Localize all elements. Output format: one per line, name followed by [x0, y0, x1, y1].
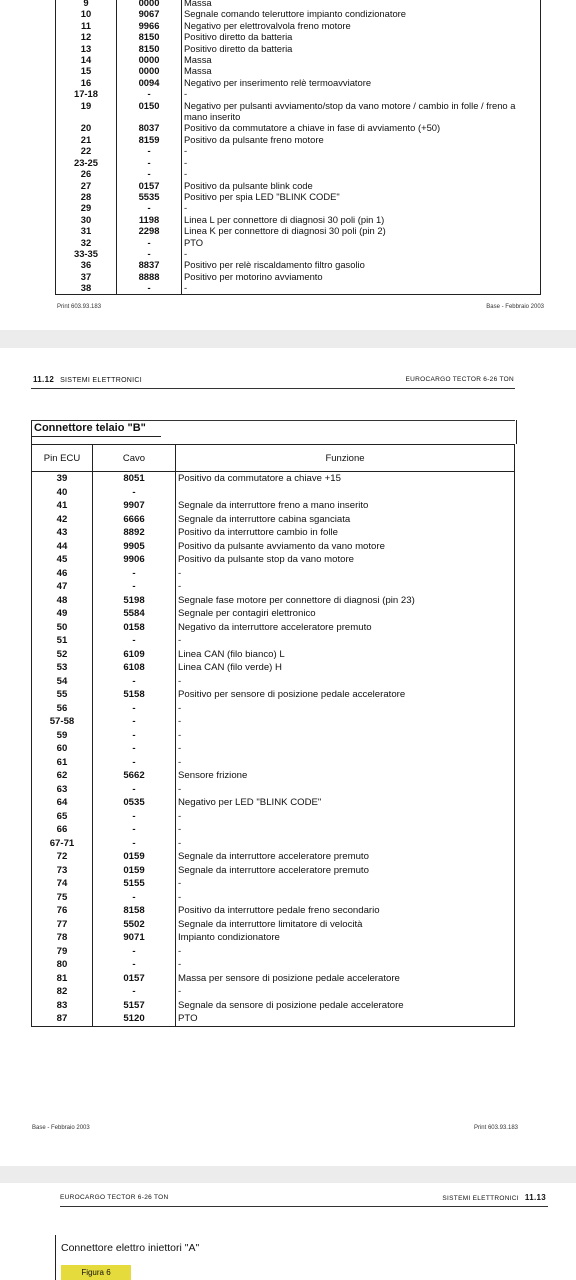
cell-pin: 44	[56, 540, 68, 552]
page-footer-left: Base - Febbraio 2003	[32, 1125, 90, 1131]
cell-cavo: 8159	[117, 134, 182, 145]
cell-pin: 76	[56, 905, 68, 916]
table-header-row	[32, 445, 515, 472]
table-row	[32, 796, 515, 810]
table-top-rule	[31, 420, 515, 421]
table-row	[56, 202, 541, 213]
cell-cavo: 0159	[93, 864, 176, 878]
cell-cavo: 0000	[117, 54, 182, 65]
cell-cavo: -	[117, 168, 182, 179]
cell-funzione: Sensore frizione	[176, 769, 515, 783]
cell-cavo: 8037	[117, 122, 182, 133]
cell-cavo: 0150	[117, 100, 182, 123]
cell-cavo: -	[93, 837, 176, 851]
cell-pin: 22	[80, 145, 92, 157]
cell-funzione: Segnale per contagiri elettronico	[176, 607, 515, 621]
table-row	[32, 540, 515, 554]
column-header-cavo: Cavo	[93, 445, 176, 472]
table-row	[56, 157, 541, 168]
table-row	[32, 985, 515, 999]
cell-cavo: 5584	[93, 607, 176, 621]
table-row	[32, 715, 515, 729]
cell-pin: 55	[56, 689, 68, 700]
cell-funzione: PTO	[176, 1012, 515, 1026]
cell-funzione: Negativo per elettrovalvola freno motore	[182, 20, 541, 31]
cell-funzione: Segnale da interruttore freno a mano inserito	[176, 499, 515, 513]
cell-pin: 74	[56, 878, 68, 889]
section-title: SISTEMI ELETTRONICI	[442, 1195, 519, 1202]
cell-pin: 29	[80, 202, 92, 214]
cell-funzione: Segnale da interruttore cabina sganciata	[176, 513, 515, 527]
table-row	[56, 31, 541, 42]
cell-pin: 30	[80, 213, 92, 225]
cell-cavo: -	[117, 248, 182, 259]
cell-funzione: -	[176, 985, 515, 999]
cell-cavo: -	[117, 157, 182, 168]
table-row	[56, 225, 541, 236]
table-row	[32, 580, 515, 594]
table-row	[32, 891, 515, 905]
table-row	[32, 810, 515, 824]
cell-funzione: -	[176, 715, 515, 729]
cell-cavo: -	[93, 742, 176, 756]
cell-pin: 54	[56, 675, 68, 687]
cell-pin: 77	[56, 918, 68, 930]
cell-cavo: -	[117, 237, 182, 248]
cell-pin: 53	[56, 662, 68, 673]
cell-funzione: -	[176, 742, 515, 756]
cell-funzione: -	[176, 702, 515, 716]
cell-cavo: 5157	[93, 999, 176, 1013]
cell-cavo: 6666	[93, 513, 176, 527]
cell-funzione: -	[182, 202, 541, 213]
table-row	[32, 688, 515, 702]
cell-cavo: 2298	[117, 225, 182, 236]
cell-cavo: 9966	[117, 20, 182, 31]
table-row	[32, 931, 515, 945]
table-row	[32, 769, 515, 783]
table-row	[32, 486, 515, 500]
cell-funzione: -	[176, 729, 515, 743]
cell-cavo: -	[93, 715, 176, 729]
cell-cavo: 5198	[93, 594, 176, 608]
cell-pin: 67-71	[49, 837, 75, 849]
cell-pin: 57-58	[49, 716, 75, 727]
cell-funzione: Massa	[182, 65, 541, 76]
cell-cavo: 9907	[93, 499, 176, 513]
cell-pin: 83	[56, 999, 68, 1011]
table-row	[32, 999, 515, 1013]
cell-cavo: 9067	[117, 8, 182, 19]
cell-funzione: Negativo per inserimento relè termoavviatore	[182, 77, 541, 88]
cell-cavo: 5155	[93, 877, 176, 891]
cell-pin: 42	[56, 513, 68, 525]
cell-pin: 32	[80, 236, 92, 248]
cell-pin: 82	[56, 986, 68, 997]
cell-pin: 26	[80, 168, 92, 180]
cell-cavo: -	[93, 783, 176, 797]
cell-cavo: -	[93, 580, 176, 594]
cell-cavo: 8837	[117, 259, 182, 270]
cell-pin: 79	[56, 945, 68, 957]
table-row	[32, 661, 515, 675]
cell-cavo: 5662	[93, 769, 176, 783]
table-row	[32, 526, 515, 540]
cell-cavo: -	[93, 634, 176, 648]
cell-cavo: 0094	[117, 77, 182, 88]
table-row	[56, 259, 541, 270]
cell-cavo: 8051	[93, 472, 176, 486]
table-row	[56, 168, 541, 179]
table-row	[56, 77, 541, 88]
document-page-3	[0, 1183, 576, 1280]
cell-funzione: -	[182, 145, 541, 156]
table-row	[32, 945, 515, 959]
table-row	[56, 43, 541, 54]
cell-pin: 47	[56, 581, 68, 592]
cell-cavo: -	[93, 702, 176, 716]
cell-pin: 41	[56, 500, 68, 511]
cell-pin: 15	[80, 65, 92, 77]
page-footer-left: Print 603.93.183	[57, 304, 102, 310]
cell-funzione: Positivo diretto da batteria	[182, 31, 541, 42]
cell-cavo: 0159	[93, 850, 176, 864]
cell-pin: 20	[80, 122, 92, 134]
figure-label: Figura 6	[61, 1265, 131, 1280]
table-row	[32, 594, 515, 608]
section-title: SISTEMI ELETTRONICI	[60, 377, 143, 384]
cell-pin: 50	[56, 621, 68, 633]
header-rule	[60, 1206, 548, 1207]
table-row	[32, 472, 515, 486]
cell-funzione: Positivo da pulsante blink code	[182, 180, 541, 191]
cell-cavo: -	[93, 823, 176, 837]
table-row	[32, 877, 515, 891]
cell-cavo: 0000	[117, 0, 182, 8]
cell-pin: 61	[56, 756, 68, 768]
cell-pin: 13	[80, 42, 92, 54]
cell-pin: 28	[80, 190, 92, 202]
cell-funzione: Segnale da sensore di posizione pedale acceleratore	[176, 999, 515, 1013]
cell-funzione: -	[182, 168, 541, 179]
cell-funzione: Negativo da interruttore acceleratore premuto	[176, 621, 515, 635]
table-row	[56, 100, 541, 123]
cell-funzione: -	[176, 756, 515, 770]
column-header-funzione: Funzione	[176, 445, 515, 472]
cell-cavo: -	[93, 756, 176, 770]
cell-funzione: Positivo per sensore di posizione pedale acceleratore	[176, 688, 515, 702]
cell-pin: 10	[80, 8, 92, 20]
cell-funzione: Positivo da pulsante stop da vano motore	[176, 553, 515, 567]
cell-funzione: Positivo da interruttore pedale freno secondario	[176, 904, 515, 918]
cell-cavo: -	[93, 567, 176, 581]
cell-cavo: 5535	[117, 191, 182, 202]
cell-pin: 65	[56, 810, 68, 822]
cell-funzione: PTO	[182, 237, 541, 248]
title-underline	[31, 436, 161, 437]
cell-pin: 62	[56, 770, 68, 781]
cell-pin: 52	[56, 648, 68, 660]
cell-pin: 75	[56, 891, 68, 903]
cell-funzione: -	[176, 567, 515, 581]
cell-cavo: -	[93, 675, 176, 689]
cell-pin: 11	[81, 19, 91, 31]
cell-cavo: 0157	[93, 972, 176, 986]
table-row	[32, 837, 515, 851]
cell-pin: 78	[56, 932, 68, 943]
cell-funzione: -	[182, 248, 541, 259]
table-row	[56, 282, 541, 294]
cell-funzione: Linea CAN (filo bianco) L	[176, 648, 515, 662]
cell-pin: 46	[56, 567, 68, 579]
page-header-right: EUROCARGO TECTOR 6-26 TON	[405, 376, 514, 383]
cell-funzione: Segnale da interruttore acceleratore premuto	[176, 864, 515, 878]
column-header-pin: Pin ECU	[32, 445, 93, 472]
cell-pin: 64	[56, 797, 68, 808]
cell-cavo: -	[117, 282, 182, 294]
cell-cavo: 8892	[93, 526, 176, 540]
cell-pin: 33-35	[74, 247, 98, 259]
cell-funzione: Segnale comando teleruttore impianto condizionatore	[182, 8, 541, 19]
table-row	[56, 0, 541, 8]
cell-funzione: -	[176, 891, 515, 905]
cell-pin: 27	[80, 179, 92, 191]
cell-pin: 56	[56, 702, 68, 714]
connettore-telaio-b-table	[31, 444, 515, 1027]
table-row	[32, 634, 515, 648]
cell-pin: 23-25	[74, 156, 98, 168]
table-row	[56, 8, 541, 19]
cell-pin: 19	[80, 99, 92, 111]
cell-cavo: 9906	[93, 553, 176, 567]
table-row	[32, 756, 515, 770]
table-row	[32, 675, 515, 689]
cell-cavo: -	[117, 145, 182, 156]
table-row	[32, 553, 515, 567]
table-row	[56, 65, 541, 76]
header-rule	[31, 388, 515, 389]
cell-cavo: 0000	[117, 65, 182, 76]
cell-funzione: Segnale da interruttore acceleratore premuto	[176, 850, 515, 864]
table-row	[32, 729, 515, 743]
cell-funzione: -	[176, 837, 515, 851]
cell-funzione: -	[176, 810, 515, 824]
cell-funzione: Positivo per spia LED "BLINK CODE"	[182, 191, 541, 202]
cell-funzione: -	[176, 783, 515, 797]
table-row	[32, 607, 515, 621]
section-number: 11.13	[524, 1193, 546, 1202]
cell-pin: 39	[56, 473, 68, 484]
cell-cavo: -	[117, 202, 182, 213]
cell-pin: 66	[56, 824, 68, 835]
box-title: Connettore elettro iniettori "A"	[61, 1242, 200, 1254]
cell-cavo: 8150	[117, 31, 182, 42]
cell-funzione: -	[182, 282, 541, 294]
cell-cavo: 6109	[93, 648, 176, 662]
page-footer-right: Print 603.93.183	[473, 1125, 518, 1131]
cell-funzione: -	[176, 580, 515, 594]
table-row	[56, 191, 541, 202]
table-row	[32, 783, 515, 797]
cell-cavo: -	[93, 486, 176, 500]
cell-cavo: 9071	[93, 931, 176, 945]
cell-funzione: Positivo per motorino avviamento	[182, 271, 541, 282]
table-row	[56, 122, 541, 133]
table-title: Connettore telaio "B"	[34, 422, 146, 434]
table-row	[32, 864, 515, 878]
cell-cavo: 0157	[117, 180, 182, 191]
cell-funzione: Massa per sensore di posizione pedale acceleratore	[176, 972, 515, 986]
cell-pin: 14	[80, 54, 92, 66]
cell-cavo: 8888	[117, 271, 182, 282]
table-row	[32, 702, 515, 716]
document-page-2	[0, 348, 576, 1166]
cell-pin: 45	[56, 554, 68, 565]
cell-cavo: -	[93, 729, 176, 743]
cell-cavo: -	[93, 958, 176, 972]
cell-funzione: Negativo per LED "BLINK CODE"	[176, 796, 515, 810]
cell-pin: 37	[80, 270, 92, 282]
cell-funzione: Negativo per pulsanti avviamento/stop da vano motore / cambio in folle / freno a mano inserito	[182, 100, 541, 123]
cell-funzione: Positivo da commutatore a chiave in fase di avviamento (+50)	[182, 122, 541, 133]
cell-pin: 73	[56, 864, 68, 876]
table-row	[56, 145, 541, 156]
table-row	[56, 54, 541, 65]
cell-cavo: 0535	[93, 796, 176, 810]
cell-pin: 17-18	[74, 88, 98, 100]
cell-cavo: 5158	[93, 688, 176, 702]
cell-cavo: -	[93, 810, 176, 824]
cell-pin: 31	[80, 225, 92, 237]
cell-pin: 38	[80, 282, 92, 294]
page-header-left: EUROCARGO TECTOR 6-26 TON	[60, 1194, 169, 1201]
cell-pin: 43	[56, 527, 68, 538]
cell-cavo: 9905	[93, 540, 176, 554]
table-row	[32, 972, 515, 986]
cell-pin: 72	[56, 851, 68, 862]
cell-cavo: 6108	[93, 661, 176, 675]
cell-funzione: Positivo diretto da batteria	[182, 43, 541, 54]
table-row	[32, 567, 515, 581]
cell-funzione: -	[176, 823, 515, 837]
cell-funzione: Impianto condizionatore	[176, 931, 515, 945]
table-row	[32, 499, 515, 513]
cell-cavo: 5502	[93, 918, 176, 932]
table-row	[56, 271, 541, 282]
table-row	[32, 850, 515, 864]
cell-cavo: -	[93, 945, 176, 959]
cell-funzione: -	[182, 157, 541, 168]
cell-funzione: Positivo da interruttore cambio in folle	[176, 526, 515, 540]
table-row	[56, 20, 541, 31]
document-page-1	[0, 0, 576, 330]
table-row	[56, 214, 541, 225]
cell-funzione: Massa	[182, 0, 541, 8]
cell-funzione: -	[176, 945, 515, 959]
cell-funzione: -	[176, 877, 515, 891]
cell-funzione: Linea K per connettore di diagnosi 30 poli (pin 2)	[182, 225, 541, 236]
cell-pin: 36	[80, 259, 92, 271]
cell-cavo: -	[93, 891, 176, 905]
cell-pin: 87	[56, 1013, 68, 1024]
section-number: 11.12	[33, 375, 55, 384]
table-row	[32, 513, 515, 527]
cell-funzione	[176, 486, 515, 500]
cell-cavo: 1198	[117, 214, 182, 225]
table-row	[32, 1012, 515, 1026]
connector-table-continued	[55, 0, 541, 295]
cell-pin: 40	[56, 486, 68, 498]
cell-cavo: 0158	[93, 621, 176, 635]
cell-pin: 49	[56, 608, 68, 619]
cell-funzione: Positivo da commutatore a chiave +15	[176, 472, 515, 486]
cell-funzione: Positivo per relè riscaldamento filtro gasolio	[182, 259, 541, 270]
table-row	[56, 180, 541, 191]
cell-pin: 21	[80, 133, 92, 145]
table-row	[32, 823, 515, 837]
cell-pin: 9	[83, 0, 89, 8]
cell-funzione: -	[176, 634, 515, 648]
cell-funzione: Segnale da interruttore limitatore di velocità	[176, 918, 515, 932]
cell-pin: 80	[56, 959, 68, 970]
cell-pin: 59	[56, 729, 68, 741]
table-row	[32, 918, 515, 932]
table-row	[56, 88, 541, 99]
cell-pin: 51	[56, 635, 68, 646]
table-row	[32, 621, 515, 635]
page-header-left	[33, 375, 142, 384]
cell-cavo: -	[93, 985, 176, 999]
cell-funzione: Massa	[182, 54, 541, 65]
cell-pin: 81	[56, 972, 68, 984]
cell-funzione: -	[176, 958, 515, 972]
table-row	[32, 958, 515, 972]
cell-funzione: -	[176, 675, 515, 689]
table-row	[32, 742, 515, 756]
cell-funzione: Positivo da pulsante avviamento da vano motore	[176, 540, 515, 554]
cell-pin: 63	[56, 783, 68, 795]
cell-pin: 12	[80, 31, 92, 43]
cell-cavo: 5120	[93, 1012, 176, 1026]
cell-pin: 48	[56, 594, 68, 606]
cell-funzione: -	[182, 88, 541, 99]
cell-funzione: Linea CAN (filo verde) H	[176, 661, 515, 675]
cell-cavo: 8150	[117, 43, 182, 54]
cell-funzione: Positivo da pulsante freno motore	[182, 134, 541, 145]
table-row	[32, 904, 515, 918]
cell-funzione: Segnale fase motore per connettore di diagnosi (pin 23)	[176, 594, 515, 608]
cell-cavo: -	[117, 88, 182, 99]
cell-pin: 16	[80, 76, 92, 88]
cell-funzione: Linea L per connettore di diagnosi 30 poli (pin 1)	[182, 214, 541, 225]
table-row	[56, 237, 541, 248]
table-row	[56, 248, 541, 259]
page-header-right	[442, 1193, 546, 1202]
page-footer-right: Base - Febbraio 2003	[486, 304, 544, 310]
table-row	[32, 648, 515, 662]
table-row	[56, 134, 541, 145]
cell-cavo: 8158	[93, 904, 176, 918]
cell-pin: 60	[56, 743, 68, 754]
